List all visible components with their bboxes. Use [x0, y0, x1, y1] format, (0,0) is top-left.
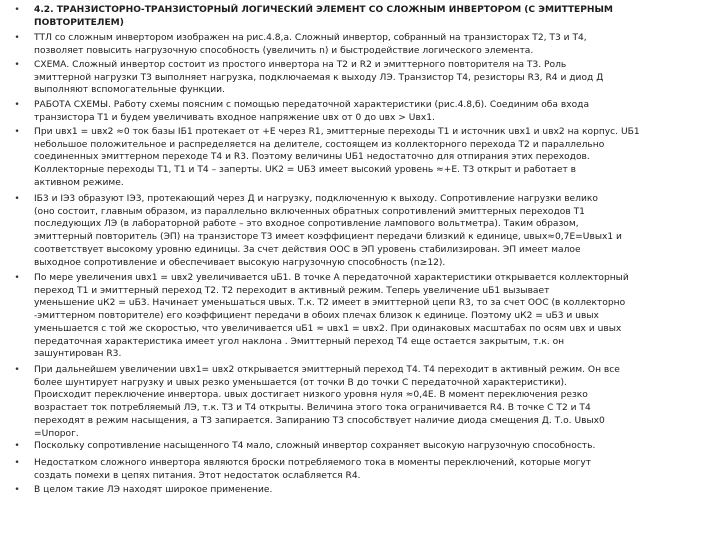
paragraph-zero-input: При uвх1 = uвх2 ≈0 ток базы IБ1 протекает от +E через R1, эмиттерные переходы Т1 и источник uвх1 и uвх2 на корпус. UБ1 небольшое положительное и распределяется на делителе, состоящем из коллекторного перехода Т2 и параллельно соединенных эмиттерном переходе Т4 и R3. Поэтому величины UБ1 недостаточно для отпирания этих переходов. Коллекторные переходы Т1, Т1 и Т4 – заперты. UК2 = UБ3 имеет высокий уровень ≈+E. Т3 открыт и работает в активном режиме. — [34, 127, 640, 188]
paragraph-conclusion: В целом такие ЛЭ находят широкое применение. — [34, 485, 273, 495]
bullet-icon: • — [14, 100, 20, 110]
bullet-icon: • — [14, 458, 20, 468]
section-title: 4.2. ТРАНЗИСТОРНО-ТРАНЗИСТОРНЫЙ ЛОГИЧЕСКИЙ ЭЛЕМЕНТ СО СЛОЖНЫМ ИНВЕРТОРОМ (С ЭМИТТЕРНЫМ ПОВТОРИТЕЛЕМ) — [34, 5, 613, 28]
paragraph-load-capacity: Поскольку сопротивление насыщенного Т4 мало, сложный инвертор сохраняет высокую нагрузочную способность. — [34, 441, 596, 451]
bullet-icon: • — [14, 127, 20, 137]
bullet-icon: • — [14, 441, 20, 451]
bullet-icon: • — [14, 365, 20, 375]
bullet-icon: • — [14, 273, 20, 283]
paragraph-intro: ТТЛ со сложным инвертором изображен на рис.4.8,а. Сложный инвертор, собранный на транзисторах Т2, Т3 и Т4, позволяет повысить нагрузочную способность (увеличить n) и быстродействие логического элемента. — [34, 33, 587, 56]
bullet-icon: • — [14, 5, 20, 15]
bullet-icon: • — [14, 60, 20, 70]
bullet-icon: • — [14, 194, 20, 204]
paragraph-scheme: СХЕМА. Сложный инвертор состоит из простого инвертора на Т2 и R2 и эмиттерного повторителя на Т3. Роль эмиттерной нагрузки Т3 выполняет нагрузка, подключаемая к выходу ЛЭ. Транзистор Т4, резисторы R3, R4 и диод Д выполняют вспомогательные функции. — [34, 60, 604, 96]
paragraph-switching: При дальнейшем увеличении uвх1= uвх2 открывается эмиттерный переход Т4. Т4 переходит в активный режим. Он все более шунтирует нагрузку и uвых резко уменьшается (от точки В до точки С передаточной характеристики). Происходит переключение инвертора. uвых достигает низкого уровня нуля ≈0,4E. В момент переключения резко возрастает ток потребляемый ЛЭ, т.к. Т3 и Т4 открыты. Величина этого тока ограничивается R4. В точке С Т2 и Т4 переходят в режим насыщения, а Т3 запирается. Запиранию Т3 способствует наличие диода смещения Д. Т.о. Uвых0 =Uпорог. — [34, 365, 620, 439]
paragraph-emitter-follower: IБ3 и IЭ3 образуют IЭ3, протекающий через Д и нагрузку, подключенную к выходу. Сопротивление нагрузки велико (оно состоит, главным образом, из параллельно включенных обратных сопротивлений эмиттерных переходов Т1 последующих ЛЭ (в лабораторной работе – это входное сопротивление лампового вольтметра). Таким образом, эмиттерный повторитель (ЭП) на транзисторе Т3 имеет коэффициент передачи близкий к единице, uвых≈0,7E=Uвых1 и соответствует высокому уровню единицы. За счет действия ООС в ЭП уровень стабилизирован. ЭП имеет малое выходное сопротивление и обеспечивает высокую нагрузочную способность (n≥12). — [34, 194, 622, 268]
bullet-icon: • — [14, 33, 20, 43]
paragraph-drawback: Недостатком сложного инвертора являются броски потребляемого тока в моменты переключений, которые могут создать помехи в цепях питания. Этот недостаток ослабляется R4. — [34, 458, 592, 481]
paragraph-input-increase: По мере увеличения uвх1 = uвх2 увеличивается uБ1. В точке А передаточной характеристики открывается коллекторный переход Т1 и эмиттерный переход Т2. Т2 переходит в активный режим. Теперь увеличение uБ1 вызывает уменьшение uК2 = uБ3. Начинает уменьшаться uвых. Т.к. Т2 имеет в эмиттерной цепи R3, то за счет ООС (в коллекторно -эмиттерном повторителе) его коэффициент передачи в обоих плечах близок к единице. Поэтому uК2 = uБ3 и uвых уменьшается с той же скоростью, что увеличивается uБ1 ≈ uвх1 = uвх2. При одинаковых масштабах по осям uвх и uвых передаточная характеристика имеет угол наклона . Эмиттерный переход Т4 еще остается закрытым, т.к. он зашунтирован R3. — [34, 273, 629, 360]
paragraph-operation: РАБОТА СХЕМЫ. Работу схемы поясним с помощью передаточной характеристики (рис.4.8,б). Соединим оба входа транзистора Т1 и будем увеличивать входное напряжение uвх от 0 до uвх > Uвх1. — [34, 100, 590, 123]
bullet-icon: • — [14, 485, 20, 495]
